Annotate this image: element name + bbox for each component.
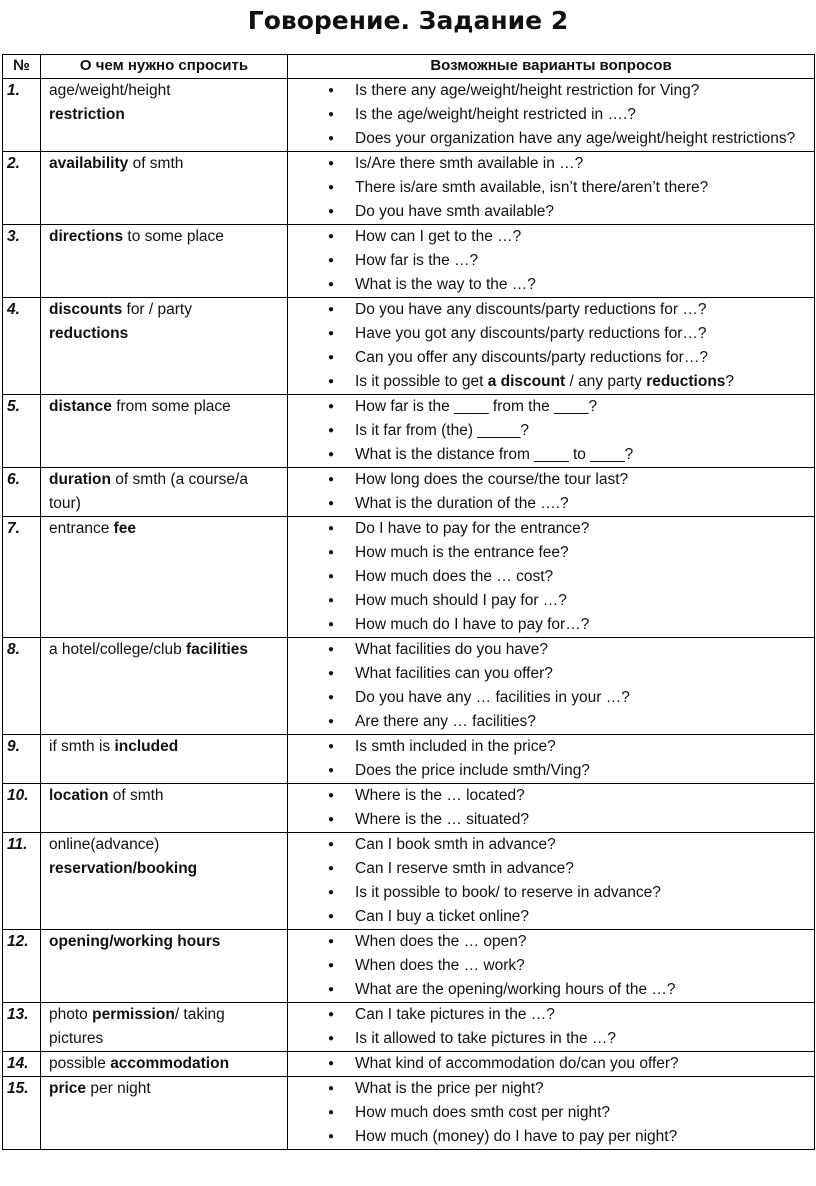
text-run: What is the way to the …? bbox=[355, 276, 536, 293]
text-run: possible bbox=[49, 1055, 111, 1072]
question-list bbox=[292, 225, 810, 297]
question-item bbox=[328, 443, 810, 467]
question-item bbox=[328, 1027, 810, 1051]
bold-text: a discount bbox=[487, 373, 566, 390]
row-number: 10. bbox=[3, 784, 41, 833]
question-item bbox=[328, 1125, 810, 1149]
question-item bbox=[328, 784, 810, 808]
bold-text: discounts bbox=[49, 301, 123, 318]
question-list bbox=[292, 638, 810, 734]
text-run: Where is the … located? bbox=[355, 787, 525, 804]
table-header-row bbox=[3, 55, 815, 79]
row-topic bbox=[41, 784, 288, 833]
table-row bbox=[3, 784, 815, 833]
question-item bbox=[328, 200, 810, 224]
question-item bbox=[328, 370, 810, 394]
questions-table bbox=[2, 54, 815, 1150]
table-row bbox=[3, 517, 815, 638]
row-topic bbox=[41, 79, 288, 152]
question-list bbox=[292, 1052, 810, 1076]
table-row bbox=[3, 735, 815, 784]
row-questions bbox=[288, 152, 815, 225]
row-topic bbox=[41, 468, 288, 517]
row-topic bbox=[41, 1077, 288, 1150]
table-row bbox=[3, 1003, 815, 1052]
question-item bbox=[328, 565, 810, 589]
question-list bbox=[292, 1077, 810, 1149]
question-item bbox=[328, 419, 810, 443]
question-item bbox=[328, 176, 810, 200]
bold-text: reductions bbox=[646, 373, 726, 390]
text-run: Does your organization have any age/weight/height restrictions? bbox=[355, 130, 796, 147]
table-row bbox=[3, 930, 815, 1003]
row-topic bbox=[41, 638, 288, 735]
question-item bbox=[328, 881, 810, 905]
text-run: Can I buy a ticket online? bbox=[355, 908, 530, 925]
table-row bbox=[3, 225, 815, 298]
question-item bbox=[328, 735, 810, 759]
text-run: How much does the … cost? bbox=[355, 568, 554, 585]
text-run: Can I reserve smth in advance? bbox=[355, 860, 574, 877]
bold-text: opening/working hours bbox=[49, 933, 221, 950]
text-run: What are the opening/working hours of the …? bbox=[355, 981, 676, 998]
table-row bbox=[3, 1077, 815, 1150]
question-item bbox=[328, 322, 810, 346]
row-topic bbox=[41, 152, 288, 225]
question-item bbox=[328, 1101, 810, 1125]
row-number: 14. bbox=[3, 1052, 41, 1077]
row-number: 2. bbox=[3, 152, 41, 225]
question-item bbox=[328, 395, 810, 419]
row-questions bbox=[288, 225, 815, 298]
text-run: How much is the entrance fee? bbox=[355, 544, 569, 561]
question-item bbox=[328, 638, 810, 662]
question-item bbox=[328, 1003, 810, 1027]
question-list bbox=[292, 930, 810, 1002]
bold-text: permission bbox=[92, 1006, 175, 1023]
question-list bbox=[292, 784, 810, 832]
text-run: How can I get to the …? bbox=[355, 228, 522, 245]
row-topic bbox=[41, 1052, 288, 1077]
bold-text: directions bbox=[49, 228, 124, 245]
question-list bbox=[292, 735, 810, 783]
bold-text: restriction bbox=[49, 106, 125, 123]
header-number: № bbox=[3, 55, 41, 79]
text-run: Do you have smth available? bbox=[355, 203, 555, 220]
text-run: photo bbox=[49, 1006, 93, 1023]
text-run: What is the price per night? bbox=[355, 1080, 544, 1097]
question-list bbox=[292, 152, 810, 224]
text-run: Do I have to pay for the entrance? bbox=[355, 520, 590, 537]
table-row bbox=[3, 833, 815, 930]
text-run: from some place bbox=[111, 398, 231, 415]
text-run: Is there any age/weight/height restriction for Ving? bbox=[355, 82, 700, 99]
table-row bbox=[3, 79, 815, 152]
bold-text: price bbox=[49, 1080, 87, 1097]
bold-text: availability bbox=[49, 155, 129, 172]
question-item bbox=[328, 152, 810, 176]
row-number: 6. bbox=[3, 468, 41, 517]
bold-text: distance bbox=[49, 398, 112, 415]
question-item bbox=[328, 468, 810, 492]
text-run: Is it possible to get bbox=[355, 373, 488, 390]
question-item bbox=[328, 759, 810, 783]
row-number: 3. bbox=[3, 225, 41, 298]
row-number: 5. bbox=[3, 395, 41, 468]
table-row bbox=[3, 298, 815, 395]
table-row bbox=[3, 1052, 815, 1077]
bold-text: accommodation bbox=[110, 1055, 230, 1072]
table-row bbox=[3, 395, 815, 468]
question-item bbox=[328, 541, 810, 565]
text-run: There is/are smth available, isn’t there/aren’t there? bbox=[355, 179, 709, 196]
text-run: Where is the … situated? bbox=[355, 811, 530, 828]
row-questions bbox=[288, 79, 815, 152]
text-run: age/weight/height bbox=[49, 82, 171, 99]
table-row bbox=[3, 468, 815, 517]
question-item bbox=[328, 298, 810, 322]
row-topic bbox=[41, 833, 288, 930]
question-item bbox=[328, 103, 810, 127]
row-questions bbox=[288, 517, 815, 638]
text-run: Does the price include smth/Ving? bbox=[355, 762, 590, 779]
row-questions bbox=[288, 930, 815, 1003]
text-run: if smth is bbox=[49, 738, 115, 755]
text-run: Do you have any discounts/party reductions for …? bbox=[355, 301, 707, 318]
row-number: 11. bbox=[3, 833, 41, 930]
text-run: When does the … open? bbox=[355, 933, 527, 950]
text-run: entrance bbox=[49, 520, 114, 537]
question-item bbox=[328, 1077, 810, 1101]
question-list bbox=[292, 517, 810, 637]
text-run: Is it allowed to take pictures in the …? bbox=[355, 1030, 617, 1047]
row-number: 9. bbox=[3, 735, 41, 784]
text-run: per night bbox=[86, 1080, 151, 1097]
row-questions bbox=[288, 395, 815, 468]
row-questions bbox=[288, 784, 815, 833]
text-run: Can I take pictures in the …? bbox=[355, 1006, 555, 1023]
question-item bbox=[328, 905, 810, 929]
question-item bbox=[328, 978, 810, 1002]
text-run: of smth bbox=[128, 155, 184, 172]
question-item bbox=[328, 225, 810, 249]
question-item bbox=[328, 1052, 810, 1076]
text-run: How much should I pay for …? bbox=[355, 592, 567, 609]
text-run: What facilities do you have? bbox=[355, 641, 548, 658]
text-run: for / party bbox=[122, 301, 192, 318]
table-row bbox=[3, 638, 815, 735]
row-questions bbox=[288, 1003, 815, 1052]
row-number: 12. bbox=[3, 930, 41, 1003]
text-run: How much (money) do I have to pay per night? bbox=[355, 1128, 678, 1145]
question-item bbox=[328, 954, 810, 978]
bold-text: reductions bbox=[49, 325, 129, 342]
text-run: / any party bbox=[565, 373, 647, 390]
text-run: a hotel/college/club bbox=[49, 641, 187, 658]
bold-text: location bbox=[49, 787, 109, 804]
question-item bbox=[328, 686, 810, 710]
text-run: Do you have any … facilities in your …? bbox=[355, 689, 630, 706]
table-row bbox=[3, 152, 815, 225]
question-item bbox=[328, 79, 810, 103]
row-questions bbox=[288, 833, 815, 930]
question-item bbox=[328, 249, 810, 273]
text-run: online(advance) bbox=[49, 836, 160, 853]
row-number: 7. bbox=[3, 517, 41, 638]
question-item bbox=[328, 930, 810, 954]
question-item bbox=[328, 517, 810, 541]
bold-text: fee bbox=[113, 520, 137, 537]
row-topic bbox=[41, 735, 288, 784]
text-run: Is smth included in the price? bbox=[355, 738, 556, 755]
text-run: Are there any … facilities? bbox=[355, 713, 536, 730]
text-run: What is the distance from ____ to ____? bbox=[355, 446, 634, 463]
row-topic bbox=[41, 930, 288, 1003]
question-list bbox=[292, 298, 810, 394]
text-run: How far is the …? bbox=[355, 252, 479, 269]
text-run: Can you offer any discounts/party reductions for…? bbox=[355, 349, 708, 366]
row-number: 4. bbox=[3, 298, 41, 395]
text-run: What kind of accommodation do/can you offer? bbox=[355, 1055, 679, 1072]
row-number: 15. bbox=[3, 1077, 41, 1150]
text-run: Have you got any discounts/party reductions for…? bbox=[355, 325, 707, 342]
text-run: Can I book smth in advance? bbox=[355, 836, 556, 853]
text-run: Is it far from (the) _____? bbox=[355, 422, 530, 439]
question-item bbox=[328, 613, 810, 637]
text-run: of smth bbox=[108, 787, 164, 804]
text-run: When does the … work? bbox=[355, 957, 525, 974]
row-questions bbox=[288, 1077, 815, 1150]
bold-text: included bbox=[114, 738, 179, 755]
question-item bbox=[328, 346, 810, 370]
question-item bbox=[328, 127, 810, 151]
question-list bbox=[292, 79, 810, 151]
question-list bbox=[292, 833, 810, 929]
bold-text: duration bbox=[49, 471, 111, 488]
row-topic bbox=[41, 298, 288, 395]
question-item bbox=[328, 273, 810, 297]
row-number: 8. bbox=[3, 638, 41, 735]
row-questions bbox=[288, 638, 815, 735]
row-questions bbox=[288, 1052, 815, 1077]
header-questions: Возможные варианты вопросов bbox=[288, 55, 815, 79]
question-item bbox=[328, 589, 810, 613]
text-run: ? bbox=[725, 373, 735, 390]
row-questions bbox=[288, 468, 815, 517]
question-item bbox=[328, 857, 810, 881]
question-item bbox=[328, 710, 810, 734]
page-title: Говорение. Задание 2 bbox=[247, 6, 569, 35]
header-topic: О чем нужно спросить bbox=[41, 55, 288, 79]
question-item bbox=[328, 808, 810, 832]
text-run: How long does the course/the tour last? bbox=[355, 471, 629, 488]
question-item bbox=[328, 662, 810, 686]
row-topic bbox=[41, 1003, 288, 1052]
row-topic bbox=[41, 225, 288, 298]
question-list bbox=[292, 395, 810, 467]
row-topic bbox=[41, 395, 288, 468]
text-run: Is it possible to book/ to reserve in advance? bbox=[355, 884, 661, 901]
text-run: Is/Are there smth available in …? bbox=[355, 155, 584, 172]
bold-text: reservation/booking bbox=[49, 860, 198, 877]
text-run: / taking pictures bbox=[49, 1006, 225, 1047]
row-number: 13. bbox=[3, 1003, 41, 1052]
row-number: 1. bbox=[3, 79, 41, 152]
text-run: How much do I have to pay for…? bbox=[355, 616, 590, 633]
row-questions bbox=[288, 298, 815, 395]
text-run: What is the duration of the ….? bbox=[355, 495, 569, 512]
text-run: How far is the ____ from the ____? bbox=[355, 398, 598, 415]
question-item bbox=[328, 833, 810, 857]
text-run: How much does smth cost per night? bbox=[355, 1104, 611, 1121]
text-run: to some place bbox=[123, 228, 224, 245]
question-item bbox=[328, 492, 810, 516]
text-run: of smth (a course/a tour) bbox=[49, 471, 248, 512]
question-list bbox=[292, 1003, 810, 1051]
question-list bbox=[292, 468, 810, 516]
row-questions bbox=[288, 735, 815, 784]
text-run: What facilities can you offer? bbox=[355, 665, 553, 682]
bold-text: facilities bbox=[186, 641, 249, 658]
text-run: Is the age/weight/height restricted in ….? bbox=[355, 106, 636, 123]
row-topic bbox=[41, 517, 288, 638]
